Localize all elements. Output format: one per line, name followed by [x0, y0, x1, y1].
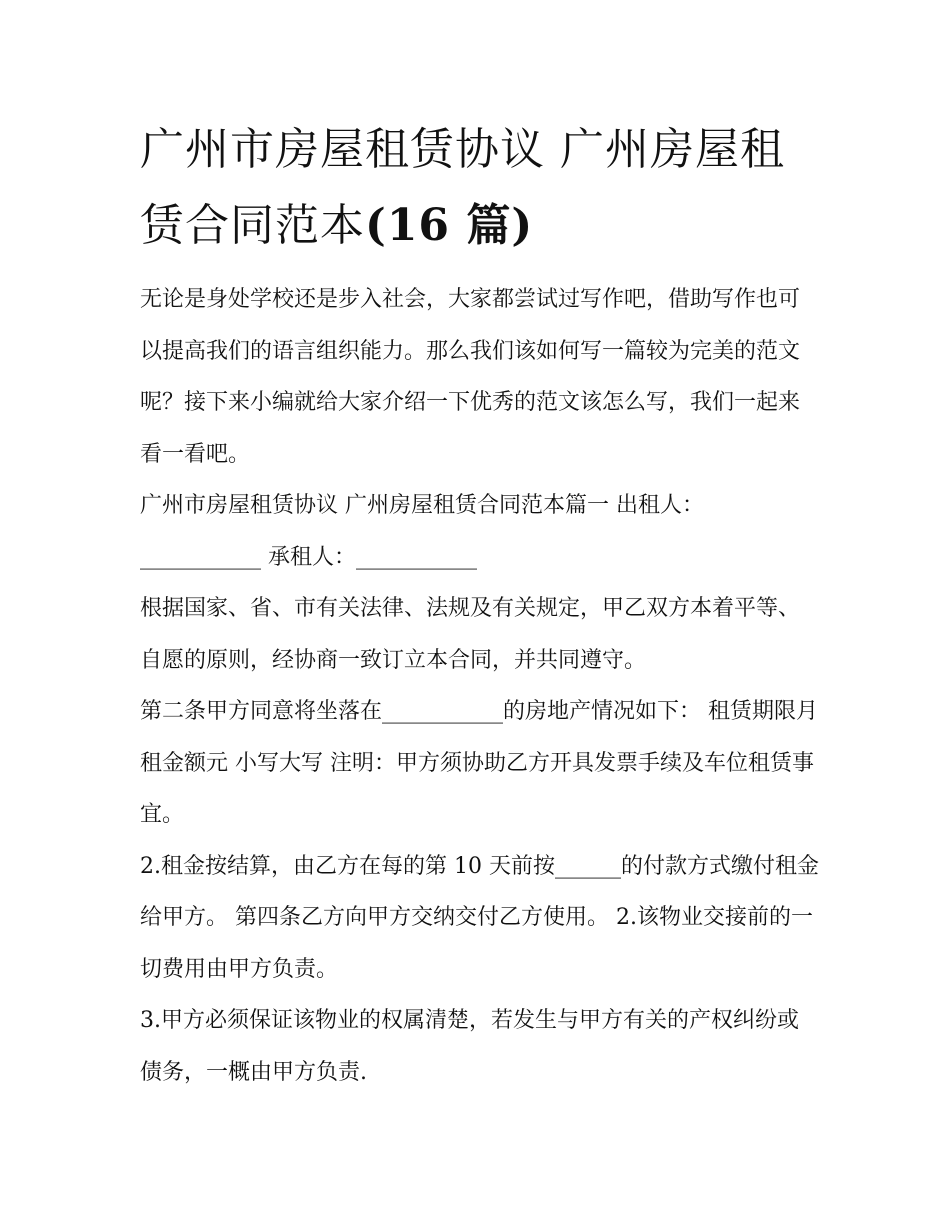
- title-suffix: (16 篇): [365, 200, 534, 251]
- principle-paragraph: 根据国家、省、市有关法律、法规及有关规定，甲乙双方本着平等、自愿的原则，经协商一致订立本合同，并共同遵守。: [140, 596, 801, 673]
- title-main: 广州市房屋租赁协议 广州房屋租赁合同范本: [140, 124, 785, 251]
- rent-paragraph: 2.租金按结算，由乙方在每的第 10 天前按______的付款方式缴付租金给甲方。 第四条乙方向甲方交纳交付乙方使用。 2.该物业交接前的一切费用由甲方负责。: [140, 853, 819, 982]
- document-title: [140, 112, 820, 264]
- document-page: [140, 112, 820, 1098]
- parties-paragraph: 广州市房屋租赁协议 广州房屋租赁合同范本篇一 出租人：___________ 承租人：___________: [140, 493, 704, 570]
- intro-paragraph: 无论是身处学校还是步入社会，大家都尝试过写作吧，借助写作也可以提高我们的语言组织能力。那么我们该如何写一篇较为完美的范文呢？接下来小编就给大家介绍一下优秀的范文该怎么写，我们一起来看一看吧。: [140, 287, 801, 467]
- property-paragraph: 第二条甲方同意将坐落在___________的房地产情况如下： 租赁期限月租金额元 小写大写 注明：甲方须协助乙方开具发票手续及车位租赁事宜。: [140, 699, 818, 827]
- title-clause-paragraph: 3.甲方必须保证该物业的权属清楚，若发生与甲方有关的产权纠纷或债务，一概由甲方负责.: [140, 1008, 799, 1085]
